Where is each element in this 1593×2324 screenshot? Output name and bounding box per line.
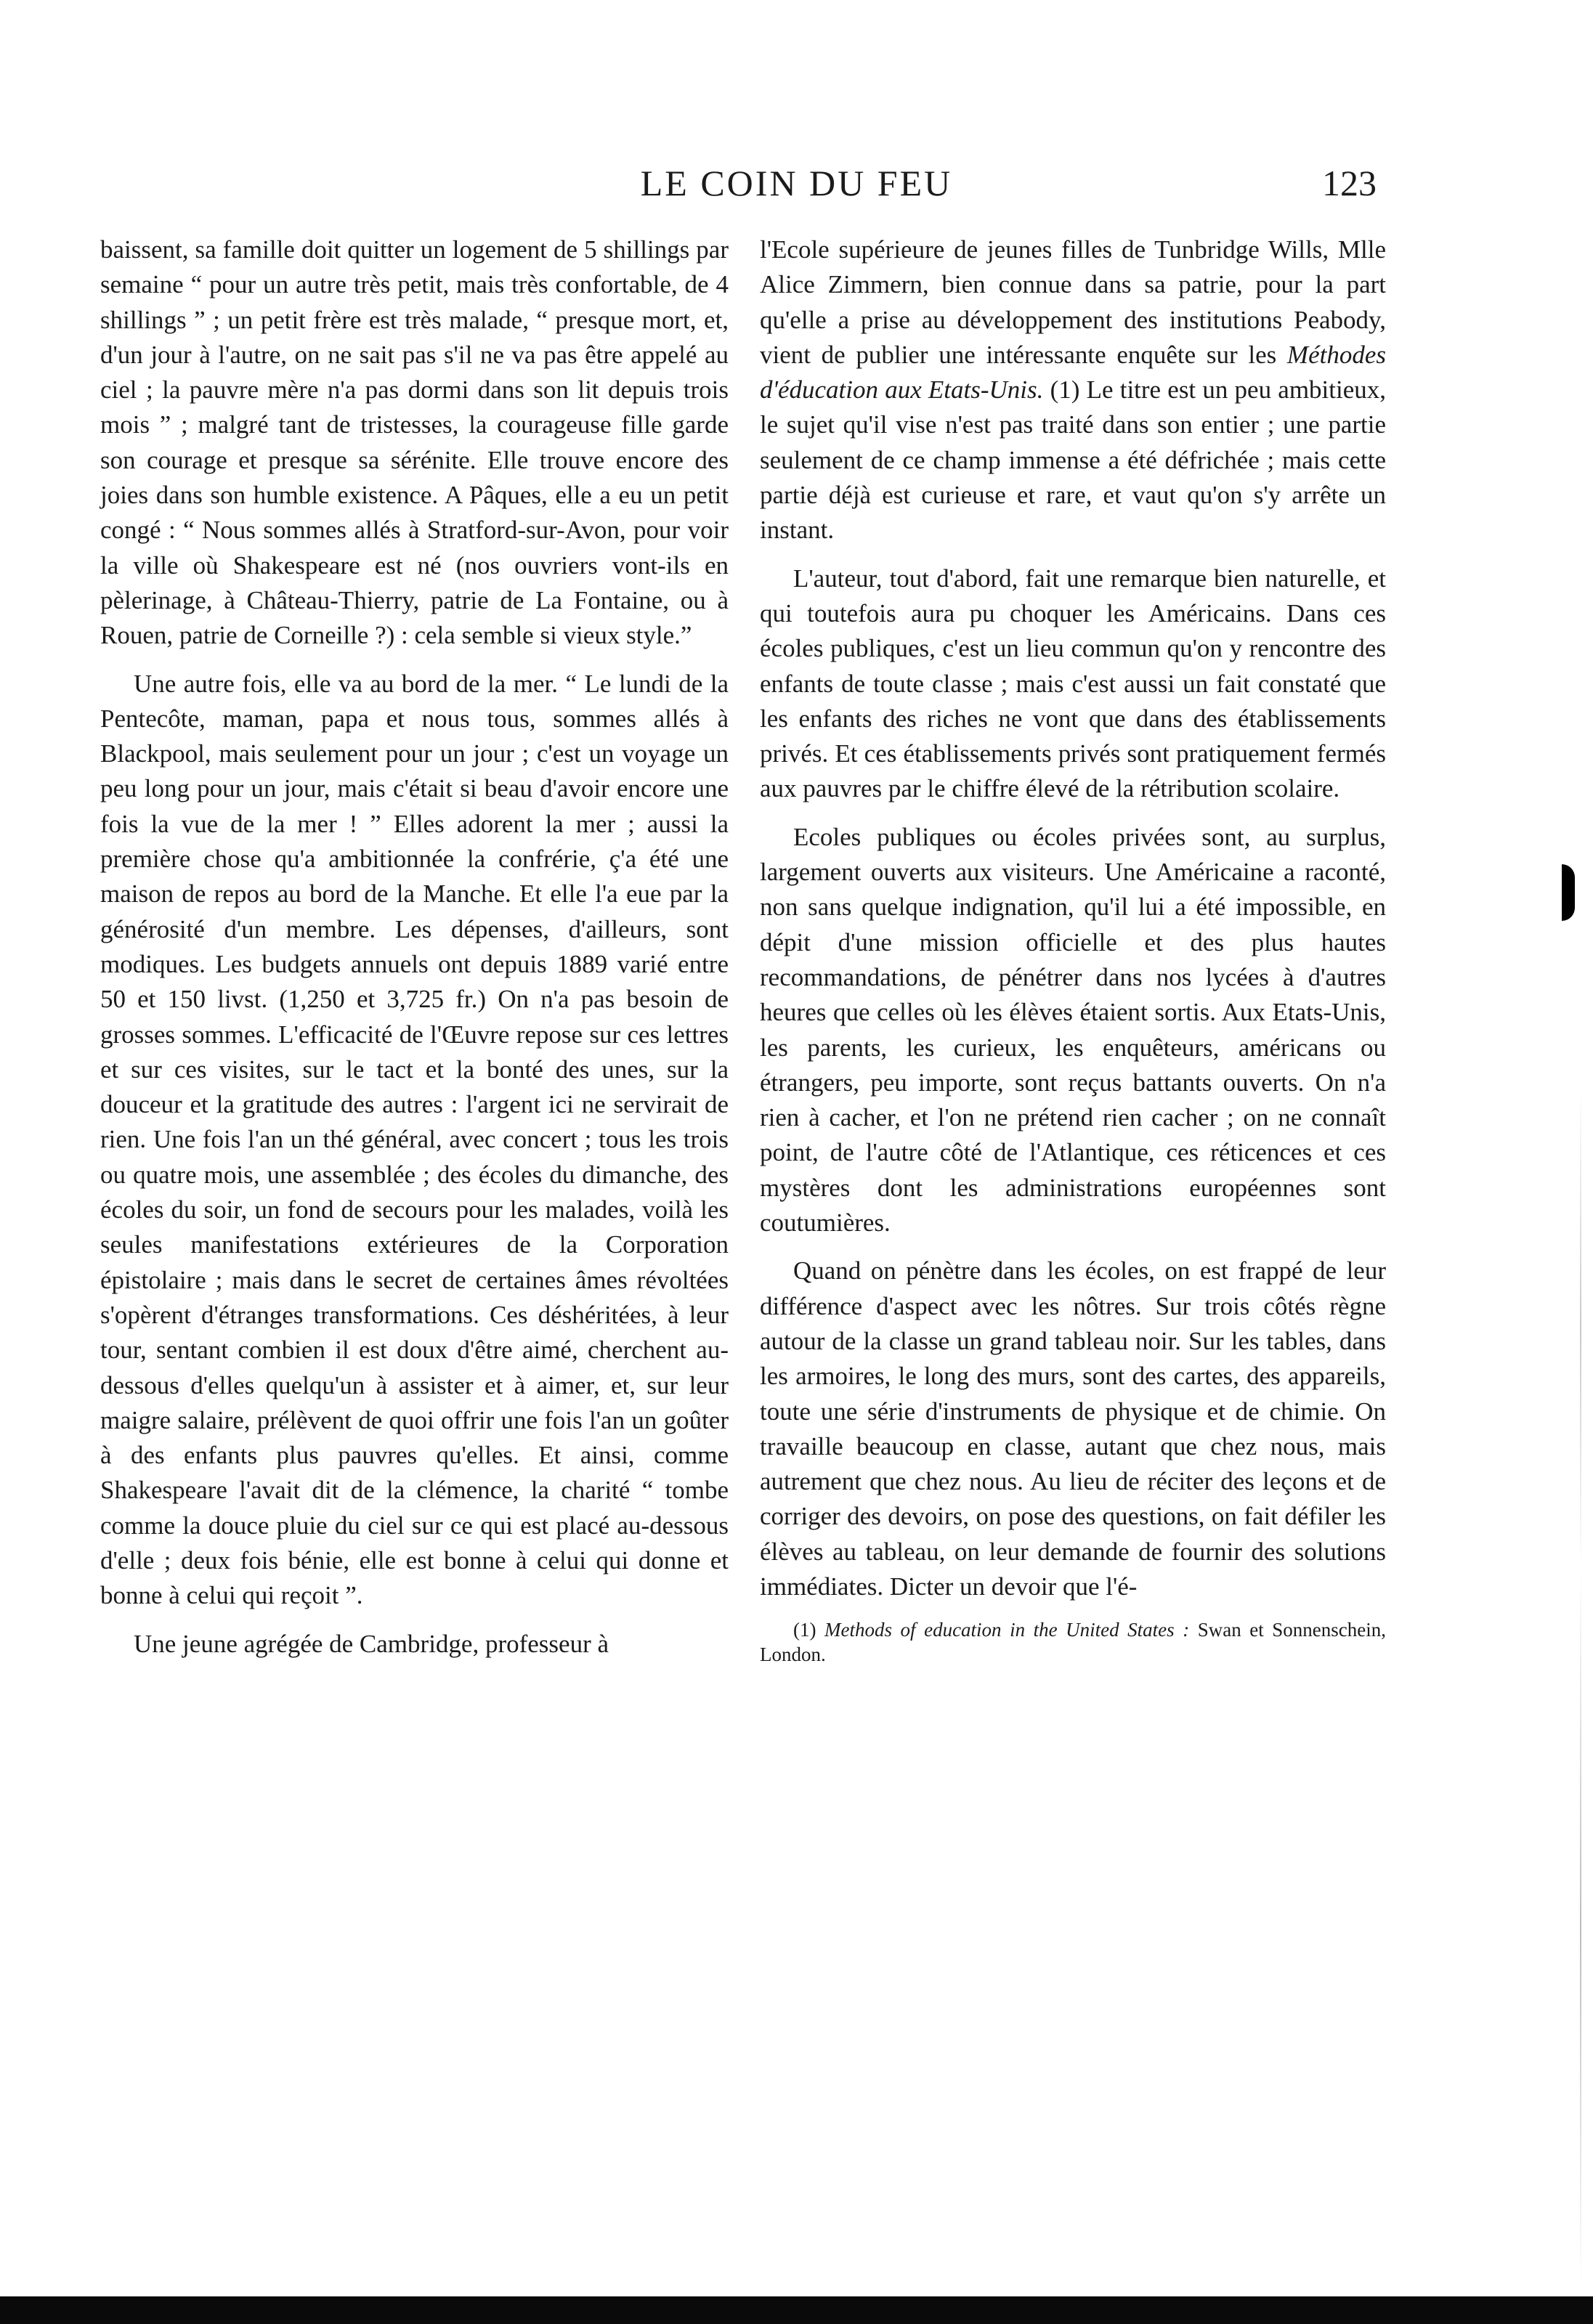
- left-paragraph-3: Une jeune agrégée de Cambridge, professeur à: [134, 1629, 609, 1658]
- footnote-publisher: Swan et Sonnenschein, London.: [760, 1619, 1387, 1666]
- footnote: [760, 1617, 1386, 1667]
- margin-ink-mark: [1562, 864, 1575, 921]
- left-paragraph-1: baissent, sa famille doit quitter un logement de 5 shillings par semaine “ pour un autre très petit, mais très confortable, de 4 shillings ” ; un petit frère est très malade, “ presque mort, et, d'un jour à l'autre, on ne sait pas s'il ne va pas être appelé au ciel ; la pauvre mère n'a pas dormi dans son lit depuis trois mois ” ; malgré tant de tristesses, la courageuse fille garde son courage et presque sa sérénite. Elle trouve encore des joies dans son humble existence. A Pâques, elle a eu un petit congé : “ Nous sommes allés à Stratford-sur-Avon, pour voir la ville où Shakespeare est né (nos ouvriers vont-ils en pèlerinage, à Château-Thierry, patrie de La Fontaine, ou à Rouen, patrie de Corneille ?) : cela semble si vieux style.”: [100, 235, 729, 650]
- right-column: [760, 232, 1386, 1667]
- right-paragraph-4: Quand on pénètre dans les écoles, on est frappé de leur différence d'aspect avec les nôtres. Sur trois côtés règne autour de la classe un grand tableau noir. Sur les tables, dans les armoires, le long des murs, sont des cartes, des appareils, toute une série d'instruments de physique et de chimie. On travaille beaucoup en classe, autant que chez nous, mais autrement que chez nous. Au lieu de réciter des leçons et de corriger des devoirs, on pose des questions, on fait défiler les élèves au tableau, on leur demande de fournir des solutions immédiates. Dicter un devoir que l'é-: [760, 1256, 1386, 1601]
- footnote-marker: (1): [793, 1619, 825, 1641]
- right-paragraph-1: [760, 232, 1386, 548]
- right-paragraph-1-text-a: l'Ecole supérieure de jeunes filles de Tunbridge Wills, Mlle Alice Zimmern, bien connue dans sa patrie, pour la part qu'elle a prise au développement des institutions Peabody, vient de publier une intéressante enquête sur les: [760, 235, 1386, 369]
- scan-bottom-border: [0, 2296, 1593, 2324]
- scan-edge-artifact: [1580, 1089, 1581, 2288]
- page-number: 123: [1322, 163, 1377, 203]
- right-paragraph-3: Ecoles publiques ou écoles privées sont, au surplus, largement ouverts aux visiteurs. Une Américaine a raconté, non sans quelque indignation, qu'il lui a été impossible, en dépit d'une mission officielle et des plus hautes recommandations, de pénétrer dans nos lycées à d'autres heures que celles où les élèves étaient sortis. Aux Etats-Unis, les parents, les curieux, les enquêteurs, américans ou étrangers, peu importe, sont reçus battants ouverts. On n'a rien à cacher, et l'on ne prétend rien cacher ; on ne connaît point, de l'autre côté de l'Atlantique, ces réticences et ces mystères dont les administrations européennes sont coutumières.: [760, 822, 1386, 1238]
- left-column: [100, 232, 729, 1675]
- footnote-title-italic: Methods of education in the United States :: [824, 1619, 1190, 1641]
- right-paragraph-1-text-b: (1) Le titre est un peu ambitieux, le sujet qu'il vise n'est pas traité dans son entier ; une partie seulement de ce champ immense a été défrichée ; mais cette partie déjà est curieuse et rare, et vaut qu'on s'y arrête un instant.: [760, 375, 1386, 545]
- left-paragraph-2: Une autre fois, elle va au bord de la mer. “ Le lundi de la Pentecôte, maman, papa et nous tous, sommes allés à Blackpool, mais seulement pour un jour ; c'est un voyage un peu long pour un jour, mais c'était si beau d'avoir encore une fois la vue de la mer ! ” Elles adorent la mer ; aussi la première chose qu'a ambitionnée la confrérie, ç'a été une maison de repos au bord de la Manche. Et elle l'a eue par la générosité d'un membre. Les dépenses, d'ailleurs, sont modiques. Les budgets annuels ont depuis 1889 varié entre 50 et 150 livst. (1,250 et 3,725 fr.) On n'a pas besoin de grosses sommes. L'efficacité de l'Œuvre repose sur ces lettres et sur ces visites, sur le tact et la bonté des unes, sur la douceur et la gratitude des autres : l'argent ici ne servirait de rien. Une fois l'an un thé général, avec concert ; tous les trois ou quatre mois, une assemblée ; des écoles du dimanche, des écoles du soir, un fond de secours pour les malades, voilà les seules manifestations extérieures de la Corporation épistolaire ; mais dans le secret de certaines âmes révoltées s'opèrent d'étranges transformations. Ces déshéritées, à leur tour, sentant combien il est doux d'être aimé, cherchent au-dessous d'elles quelqu'un à assister et à aimer, et, sur leur maigre salaire, prélèvent de quoi offrir une fois l'an un goûter à des enfants plus pauvres qu'elles. Et ainsi, comme Shakespeare l'avait dit de la clémence, la charité “ tombe comme la douce pluie du ciel sur ce qui est placé au-dessous d'elle ; deux fois bénie, elle est bonne à celui qui donne et bonne à celui qui reçoit ”.: [100, 669, 729, 1610]
- book-title-italic: Méthodes d'éducation aux Etats-Unis.: [760, 340, 1386, 405]
- running-header-title: LE COIN DU FEU: [640, 163, 953, 203]
- right-paragraph-2: L'auteur, tout d'abord, fait une remarque bien naturelle, et qui toutefois aura pu choquer les Américains. Dans ces écoles publiques, c'est un lieu commun qu'on y rencontre des enfants de toute classe ; mais c'est aussi un fait constaté que les enfants des riches ne vont que dans des établissements privés. Et ces établissements privés sont pratiquement fermés aux pauvres par le chiffre élevé de la rétribution scolaire.: [760, 564, 1386, 803]
